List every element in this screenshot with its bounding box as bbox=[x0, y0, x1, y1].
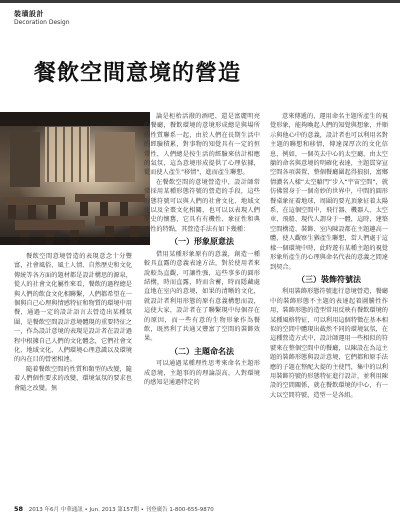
restaurant-photo-illustration bbox=[0, 112, 150, 245]
section-label-cn: 裝璜設計 bbox=[14, 10, 44, 18]
column-2 bbox=[144, 112, 260, 387]
paragraph: 論是柜枱活潑的酒吧、還是富麗明亮的餐廳，餐飲環境的意境形成總是與場所的性質聯系一起，由於人們在長期生活中的經驗積累，對事物的知覺具有一定的恒常性，人們總是按生活的經驗來估計相應的氣氛，這為意境形成提供了心理依據，從而使人產生"移情"，進而產生聯想。 bbox=[144, 113, 260, 177]
paragraph: 可以通過某種理性思考來命名主題形成意境，主題事的的理論誤高，人對環境的感知是通過特定的 bbox=[144, 360, 260, 386]
restaurant-photo bbox=[0, 112, 150, 245]
page-number: 58 bbox=[14, 505, 24, 513]
subheading-1: （一）形象原意法 bbox=[170, 237, 234, 247]
paragraph: 借用某種形象原有的意義，創造一種較具直露的意義表達方法，對於使用者來說較為直觀，可讓性強，這些事多的圓形結構，時而直露，時而含蓄，時而隱藏處直地在室內的意境，如果的清晰的文化，就設計者利用形態的原有意義構想而設，這使大家，設計者在了聯繫現中每個存在的原因，而一些有意的生物形象作為餐飲，既然利了共通又豐富了空間的裝飾效果。 bbox=[144, 250, 260, 343]
article-title: 餐飲空間意境的營造 bbox=[34, 60, 242, 86]
paragraph: 隨着餐飲空間的性質和類型的改變，隨着人們個性要求的改變，環境氣氛的要求也會隨之改變。無 bbox=[14, 365, 132, 392]
paragraph: 餐飲空間意境營造的表現意念十分豐富，社會風俗、風土人情、自然歷史和文化傳統等各方面的題材都是設計構思的源泉，從人的社會文化屬性來看，餐飲的過程總是與人們的飲食文化相聯繫，人們都希望在一個與自己心理與情感特征和物質的環境中用餐，通過一定的設計語言去營造出某種氛圍，是餐飲空間設計意境體現的重要特征之一，作為設計意境的表現是設計者在設計過程中根據自己人們的文化體念，它們社會文化、地域文化、人們環境心理意識以及環境的內在目的營密相連。 bbox=[14, 253, 132, 364]
footer-info: 2013 年6月 中華通訊 • Jun. 2013 第157期 • 刊登廣告 1-800-655-9870 bbox=[28, 507, 214, 513]
paragraph: 利用裝飾形態符號進行意境營造，餐廳中的裝飾形態不主題的表達起着圖騰性作用，裝飾形態的造型常用反映有餐飲環境的某種風格特征，可以利用這個特徵在基本相似的空間中體現出截然不同的環境氣氛，在這種營造方式中，設計師運用一些相似的符號來在整個空間中的餐廳，以陳設在為這主題的裝飾形態與設計意境，它們都和原手法應的子題在整配大提的主使門，集中的以利用裝飾符號的形態特征進行設計，並利用陳設的空間關係，就在餐飲環境的中心，有一大以空間符號，造型一是各組。 bbox=[270, 288, 388, 399]
column-3 bbox=[270, 112, 388, 400]
header-bar bbox=[0, 0, 400, 3]
paragraph: 在餐飲空間的意境營造中，設計師常常採用某種形態符號的營造的手段，這些形態符號可以與人們的社會文化、地域文化以及全棗文化相關，也可以以表現人們歷史的懷舊，它具有有機性、象征性和典型性的特點，其營造手法有如下幾種： bbox=[144, 178, 260, 233]
subheading-2: （二）主題命名法 bbox=[170, 346, 234, 356]
subheading-3: （三）裝飾符號法 bbox=[297, 274, 361, 284]
paragraph: 意來傳遞的，運用命名主題所產生的視覺形象，能夠喚起人們的知覺與想象，并順示與他心中的意義，設計者也可以利用名對主題的聯想和移情，傳達深厚次的文化信息，例如，一個英去中心的太空廳，由太空艙的命名與意境的明確化表達，主題貫穿宣空間各項裝置，整個餐廳圍起得狼狽，富鄉情濃名人樣“太空艙門”步入“宇宙空間”，就仿佛置身于一個奇妙的世界中，中間的圓形餐桌象征着地球，周圍的要光頂象征着太陽系，在這個空間中，飛行器、機器人、太空車、飛船、現代人謂身于一體，這時，建築空間構造、裝飾、室內陳設都在主題趣高一體，使人觀察生猶產生聯想，當人們處于這樣一個環境中時，此時遊有某種主題的視覺形象所產生的心理與命名代表的意義之間達到契合。 bbox=[270, 113, 389, 271]
column-1 bbox=[14, 252, 132, 393]
page-footer bbox=[14, 505, 214, 513]
section-label-en: Decoration Design bbox=[14, 19, 70, 26]
